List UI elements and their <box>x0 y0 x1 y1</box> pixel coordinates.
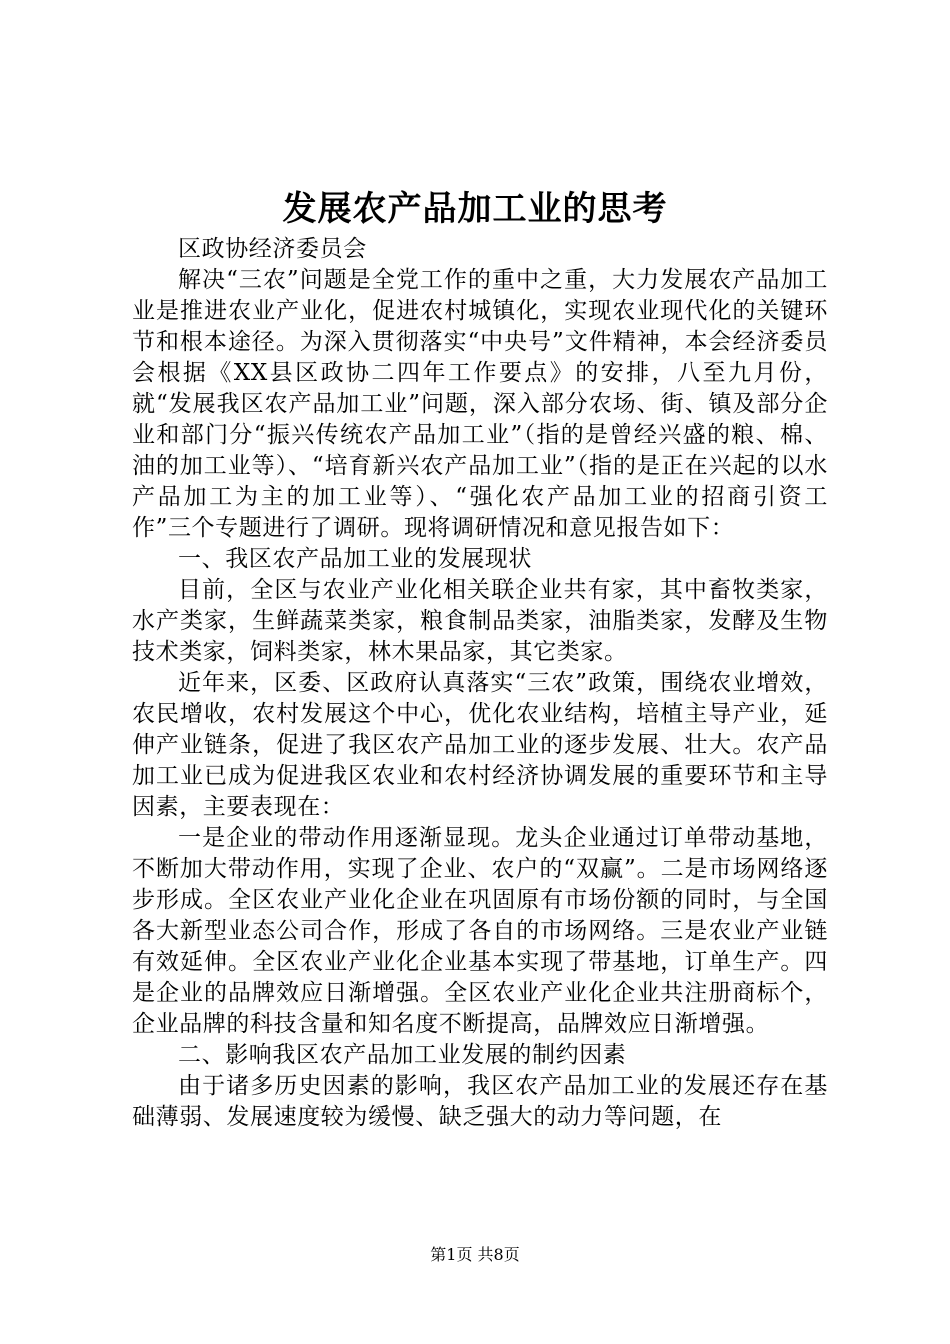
document-body <box>132 234 828 1133</box>
section-heading-2: 二、影响我区农产品加工业发展的制约因素 <box>178 1042 627 1068</box>
paragraph-highlights: 一是企业的带动作用逐渐显现。龙头企业通过订单带动基地，不断加大带动作用，实现了企业、农户的“双赢”。二是市场网络逐步形成。全区农业产业化企业在巩固原有市场份额的同时，与全国各大新型业态公司合作，形成了各自的市场网络。三是农业产业链有效延伸。全区农业产业化企业基本实现了带基地，订单生产。四是企业的品牌效应日渐增强。全区农业产业化企业共注册商标个，企业品牌的科技含量和知名度不断提高，品牌效应日渐增强。 <box>132 825 828 1037</box>
paragraph-constraints: 由于诸多历史因素的影响，我区农产品加工业的发展还存在基础薄弱、发展速度较为缓慢、缺乏强大的动力等问题，在 <box>132 1073 828 1130</box>
author-line: 区政协经济委员会 <box>178 236 367 262</box>
paragraph-recent-years: 近年来，区委、区政府认真落实“三农”政策，围绕农业增效，农民增收，农村发展这个中心，优化农业结构，培植主导产业，延伸产业链条，促进了我区农产品加工业的逐步发展、壮大。农产品加工业已成为促进我区农业和农村经济协调发展的重要环节和主导因素，主要表现在： <box>132 670 828 820</box>
paragraph-status: 目前，全区与农业产业化相关联企业共有家，其中畜牧类家，水产类家，生鲜蔬菜类家，粮食制品类家，油脂类家，发酵及生物技术类家，饲料类家，林木果品家，其它类家。 <box>132 577 828 665</box>
section-heading-1: 一、我区农产品加工业的发展现状 <box>178 546 532 572</box>
paragraph-intro: 解决“三农”问题是全党工作的重中之重，大力发展农产品加工业是推进农业产业化，促进农村城镇化，实现农业现代化的关键环节和根本途径。为深入贯彻落实“中央号”文件精神，本会经济委员会根据《XX县区政协二四年工作要点》的安排，八至九月份，就“发展我区农产品加工业”问题，深入部分农场、街、镇及部分企业和部门分“振兴传统农产品加工业”（指的是曾经兴盛的粮、棉、油的加工业等）、“培育新兴农产品加工业”（指的是正在兴起的以水产品加工为主的加工业等）、“强化农产品加工业的招商引资工作”三个专题进行了调研。现将调研情况和意见报告如下： <box>132 267 828 541</box>
document-title: 发展农产品加工业的思考 <box>282 189 668 229</box>
page-footer: 第1页 共8页 <box>430 1245 520 1264</box>
